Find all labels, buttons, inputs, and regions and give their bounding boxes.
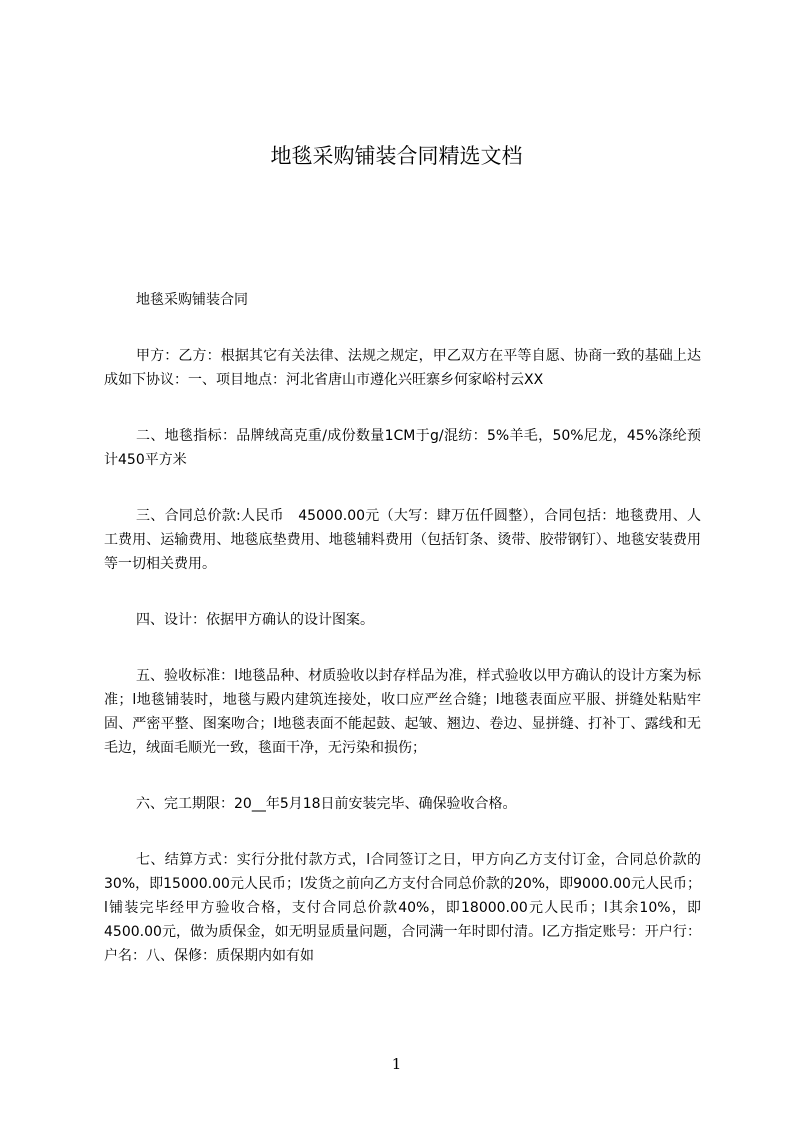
page-number: 1: [391, 1055, 402, 1073]
paragraph-settlement-method: 七、结算方式：实行分批付款方式，l合同签订之日，甲方向乙方支付订金，合同总价款的30%，即15000.00元人民币；l发货之前向乙方支付合同总价款的20%，即9000.00元人民币；l铺装完毕经甲方验收合格，支付合同总价款40%，即18000.00元人民币；l其余10%，即4500.00元，做为质保金，如无明显质量问题，合同满一年时即付清。l乙方指定账号：开户行：户名：八、保修：质保期内如有如: [104, 852, 701, 964]
paragraph-parties-intro: 甲方：乙方：根据其它有关法律、法规之规定，甲乙双方在平等自愿、协商一致的基础上达成如下协议：一、项目地点：河北省唐山市遵化兴旺寨乡何家峪村云XX: [104, 348, 701, 388]
paragraph-design: 四、设计：依据甲方确认的设计图案。: [136, 612, 374, 628]
paragraph-acceptance-standards: 五、验收标准：l地毯品种、材质验收以封存样品为准，样式验收以甲方确认的设计方案为标准；l地毯铺装时，地毯与殿内建筑连接处，收口应严丝合缝；l地毯表面应平服、拼缝处粘贴牢固、严密平整、图案吻合；l地毯表面不能起鼓、起皱、翘边、卷边、显拼缝、打补丁、露线和无毛边，绒面毛顺光一致，毯面干净，无污染和损伤；: [104, 668, 701, 756]
document-body: [104, 288, 701, 982]
paragraph-completion-deadline: 六、完工期限：20__年5月18日前安装完毕、确保验收合格。: [136, 796, 517, 812]
contract-subtitle: 地毯采购铺装合同: [136, 292, 248, 308]
paragraph-total-price: 三、合同总价款:人民币 45000.00元（大写：肆万伍仟圆整），合同包括：地毯费用、人工费用、运输费用、地毯底垫费用、地毯辅料费用（包括钉条、烫带、胶带钢钉）、地毯安装费用等一切相关费用。: [104, 508, 701, 572]
document-title: 地毯采购铺装合同精选文档: [270, 144, 523, 168]
paragraph-carpet-specs: 二、地毯指标：品牌绒高克重/成份数量1CM于g/混纺：5%羊毛，50%尼龙，45%涤纶预计450平方米: [104, 428, 701, 468]
